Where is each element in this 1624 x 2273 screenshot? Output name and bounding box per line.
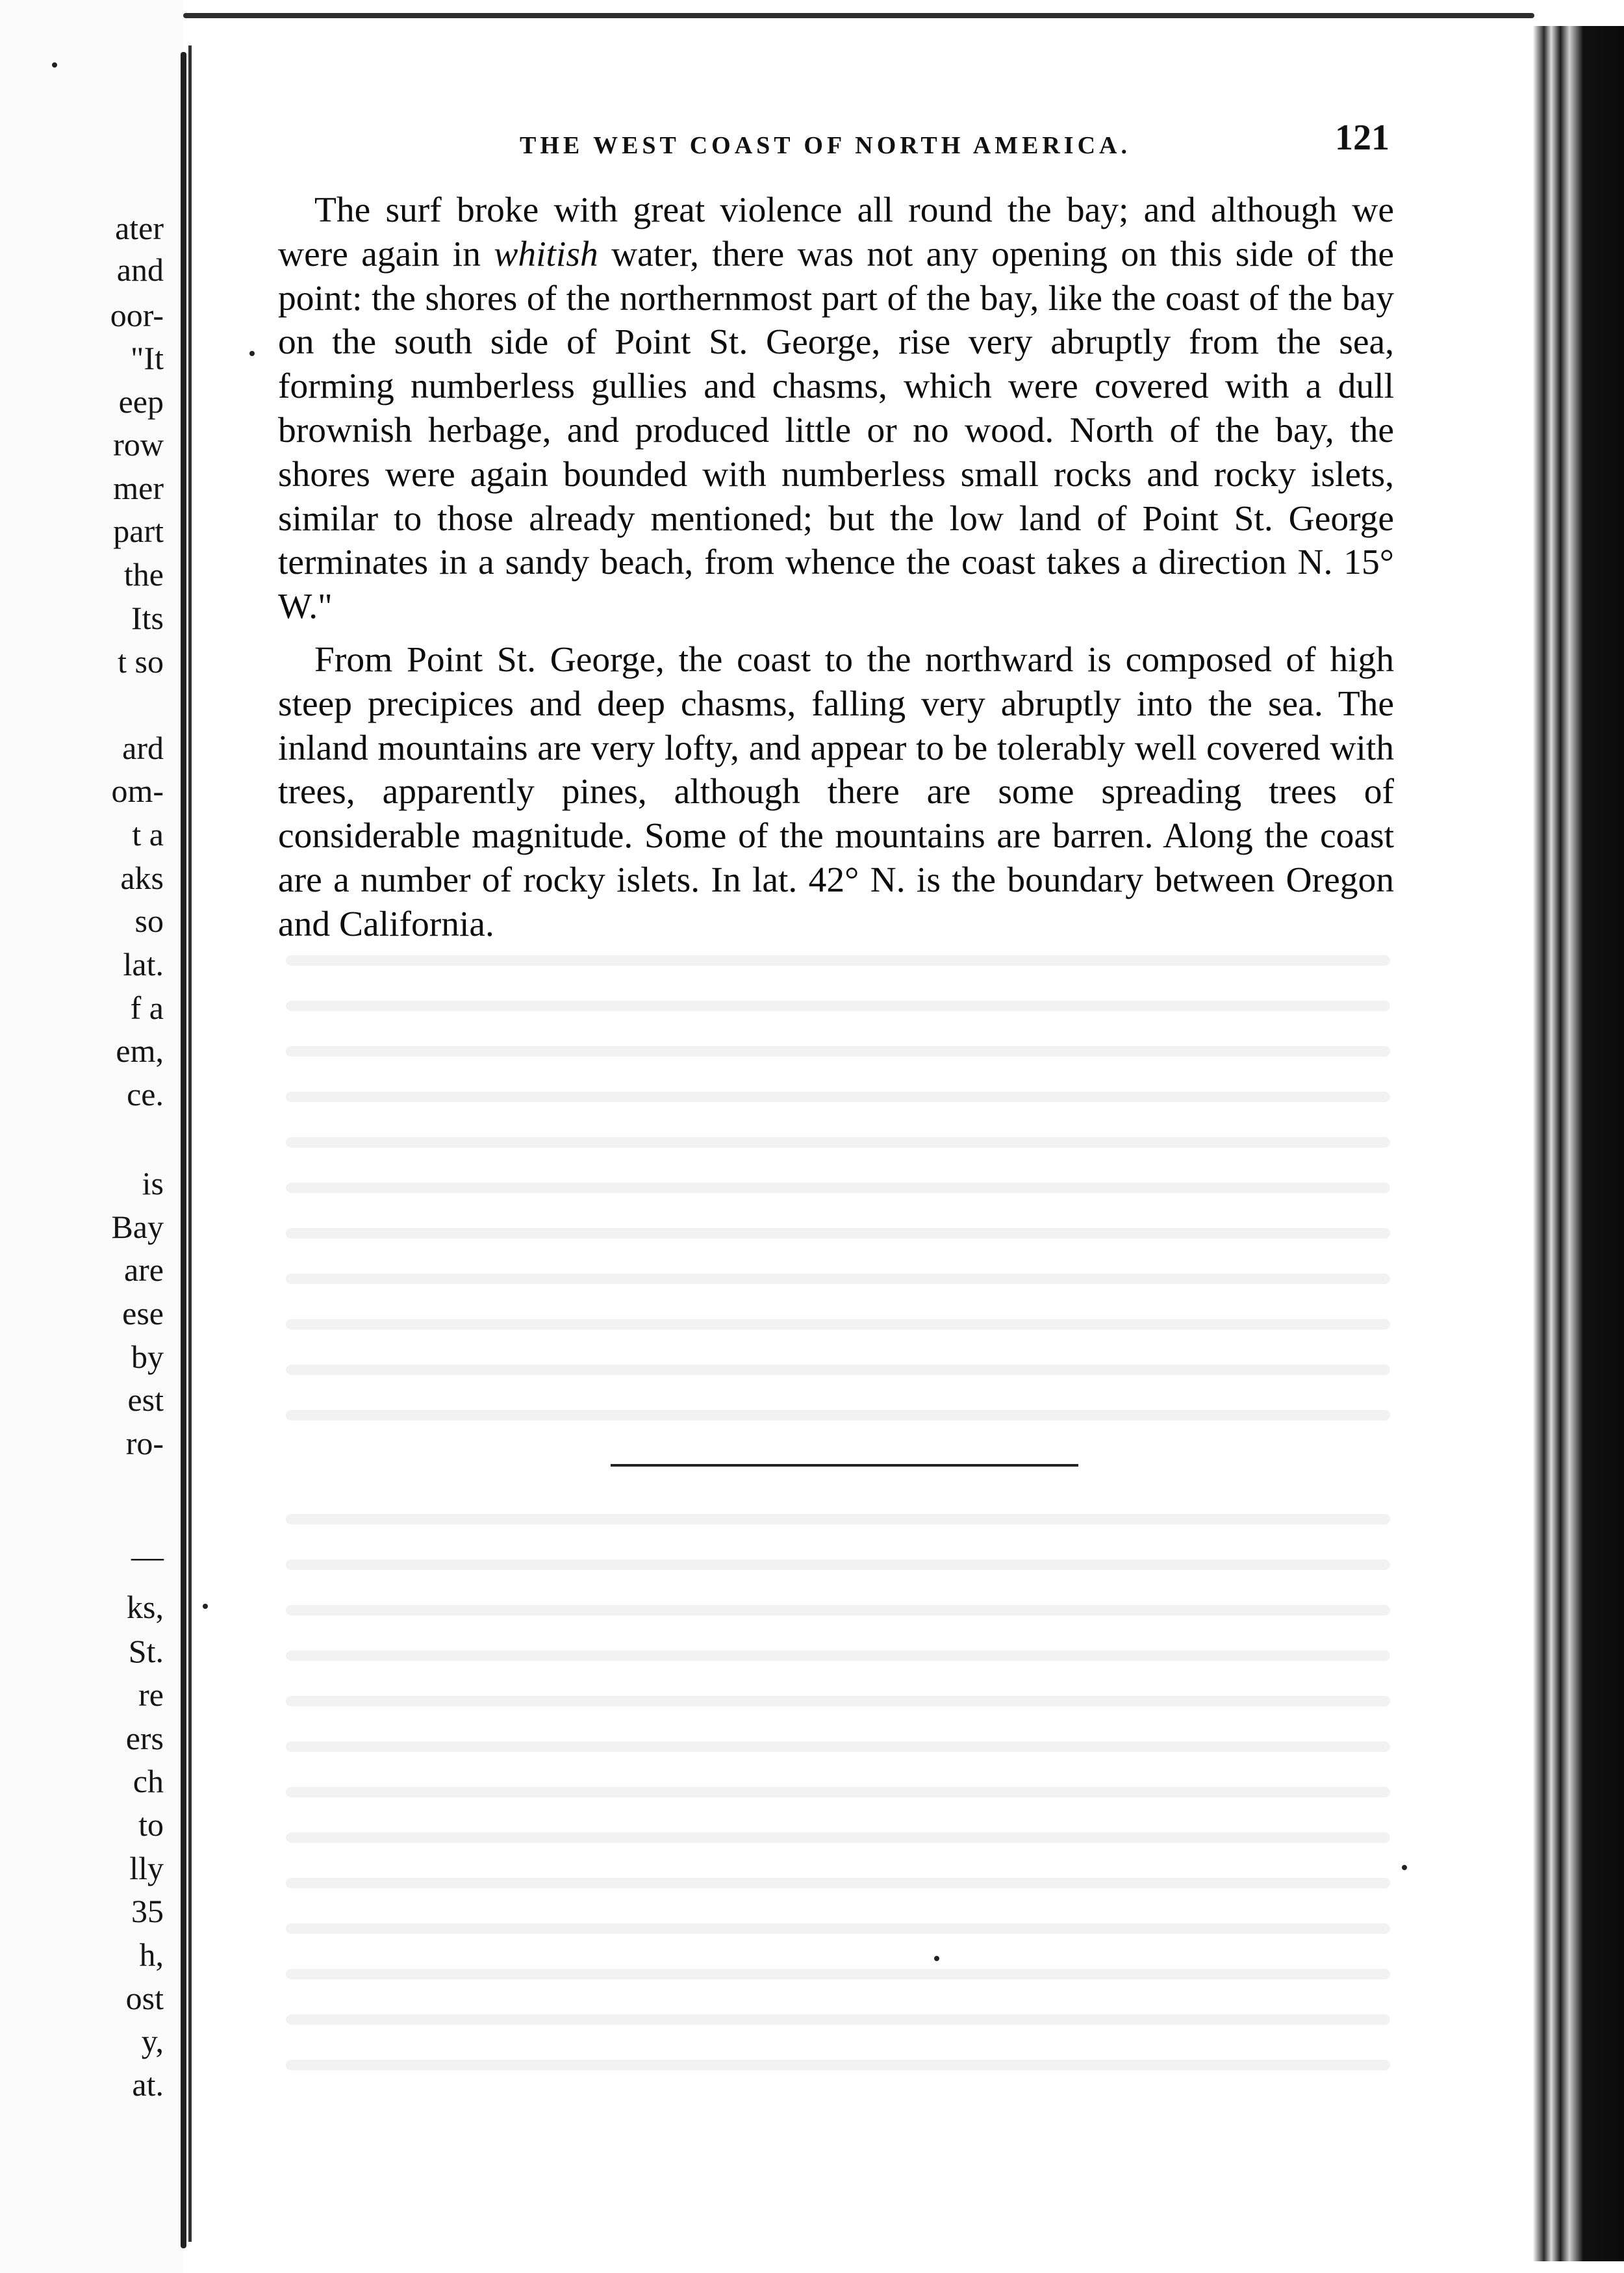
page-top-edge xyxy=(183,13,1534,18)
ink-speck xyxy=(52,62,57,68)
left-fragment-line: at. xyxy=(132,2066,164,2103)
left-fragment-line: 35 xyxy=(131,1893,164,1929)
left-fragment-line: St. xyxy=(128,1633,164,1669)
left-fragment-line: y, xyxy=(141,2023,164,2059)
previous-page-fragment xyxy=(0,0,183,2273)
ink-speck xyxy=(934,1956,939,1961)
bleed-through-line xyxy=(286,1787,1390,1797)
bleed-through-line xyxy=(286,1274,1390,1284)
left-fragment-line: ch xyxy=(133,1763,164,1799)
bleed-through-line xyxy=(286,1696,1390,1706)
book-binding-edge xyxy=(1533,26,1624,2261)
left-fragment-line: so xyxy=(134,903,164,939)
bleed-through-line xyxy=(286,1046,1390,1057)
page-gutter-shadow xyxy=(181,52,186,2248)
ink-speck xyxy=(203,1604,208,1609)
bleed-through-line xyxy=(286,1365,1390,1375)
left-fragment-line: to xyxy=(138,1806,164,1843)
left-fragment-line: and xyxy=(116,251,164,288)
bleed-through-line xyxy=(286,1228,1390,1239)
ink-speck xyxy=(249,351,255,356)
left-fragment-line: f a xyxy=(130,990,164,1026)
left-fragment-line: eep xyxy=(118,383,164,420)
bleed-through-line xyxy=(286,1741,1390,1752)
left-fragment-line: re xyxy=(138,1676,164,1713)
left-fragment-line: lly xyxy=(129,1850,164,1886)
bleed-through-line xyxy=(286,1923,1390,1934)
left-fragment-line: mer xyxy=(113,470,164,506)
left-fragment-line: ro- xyxy=(125,1425,164,1461)
page-number: 121 xyxy=(1335,118,1389,158)
bleed-through-line xyxy=(286,1410,1390,1420)
left-fragment-line: Its xyxy=(131,600,164,636)
left-fragment-line: lat. xyxy=(123,946,164,982)
left-fragment-line: ers xyxy=(125,1720,164,1756)
left-fragment-line: oor- xyxy=(110,297,164,333)
left-fragment-line: row xyxy=(113,426,164,463)
bleed-through-line xyxy=(286,1878,1390,1888)
left-fragment-line: Bay xyxy=(111,1209,164,1245)
left-fragment-line: by xyxy=(131,1339,164,1375)
left-fragment-line: the xyxy=(123,556,164,593)
running-header-title: THE WEST COAST OF NORTH AMERICA. xyxy=(520,132,1131,159)
left-fragment-line: ard xyxy=(122,730,164,766)
left-fragment-line: t so xyxy=(118,643,164,680)
left-fragment-line: em, xyxy=(116,1033,164,1069)
page-left-edge xyxy=(188,45,192,2242)
left-fragment-line: "It xyxy=(131,340,164,376)
bleed-through-line xyxy=(286,1605,1390,1615)
bleed-through-line xyxy=(286,1514,1390,1524)
bleed-through-line xyxy=(286,2014,1390,2025)
left-fragment-line: om- xyxy=(111,773,164,809)
paragraph-1: The surf broke with great violence all round the bay; and although we were again in whitish water, there was not any opening on this side of the point: the shores of the northernmost part of the bay, like the coast of the bay on the south side of Point St. George, rise very abruptly from the sea, forming numberless gullies and chasms, which were covered with a dull brownish herbage, and produced little or no wood. North of the bay, the shores were again bounded with numberless small rocks and rocky islets, similar to those already mentioned; but the low land of Point St. George terminates in a sandy beach, from whence the coast takes a direction N. 15° W." xyxy=(278,190,1394,627)
bleed-through-line xyxy=(286,955,1390,966)
left-fragment-line: part xyxy=(113,513,164,549)
left-fragment-line: — xyxy=(131,1538,164,1574)
bleed-through-line xyxy=(286,1092,1390,1102)
bleed-through-line xyxy=(286,1560,1390,1570)
left-fragment-line: ce. xyxy=(127,1076,164,1112)
left-fragment-line: ese xyxy=(122,1295,164,1331)
left-fragment-line: est xyxy=(127,1381,164,1418)
left-fragment-line: t a xyxy=(132,816,164,853)
italic-word: whitish xyxy=(494,234,598,274)
left-fragment-line: ks, xyxy=(127,1589,164,1625)
left-fragment-line: aks xyxy=(120,860,164,896)
paragraph-2: From Point St. George, the coast to the northward is composed of high steep precipices and deep chasms, falling very abruptly into the sea. The inland mountains are very lofty, and appear to be tolerably well covered with trees, apparently pines, although there are some spreading trees of considerable magnitude. Some of the mountains are barren. Along the coast are a number of rocky islets. In lat. 42° N. is the boundary between Oregon and California. xyxy=(278,639,1394,944)
left-fragment-line: are xyxy=(123,1252,164,1288)
bleed-through-line xyxy=(286,1969,1390,1979)
bleed-through-line xyxy=(286,1319,1390,1329)
bleed-through-line xyxy=(286,1001,1390,1011)
bleed-through-line xyxy=(286,2060,1390,2070)
left-fragment-line: h, xyxy=(139,1936,164,1973)
left-fragment-line: is xyxy=(142,1165,164,1201)
section-divider-rule xyxy=(611,1464,1078,1467)
left-fragment-line: ost xyxy=(125,1980,164,2016)
left-fragment-line: ater xyxy=(115,210,164,246)
page-body-text xyxy=(278,188,1394,947)
ink-speck xyxy=(1402,1865,1407,1870)
bleed-through-line xyxy=(286,1832,1390,1843)
bleed-through-line xyxy=(286,1183,1390,1193)
bleed-through-line xyxy=(286,1137,1390,1148)
bleed-through-line xyxy=(286,1650,1390,1661)
